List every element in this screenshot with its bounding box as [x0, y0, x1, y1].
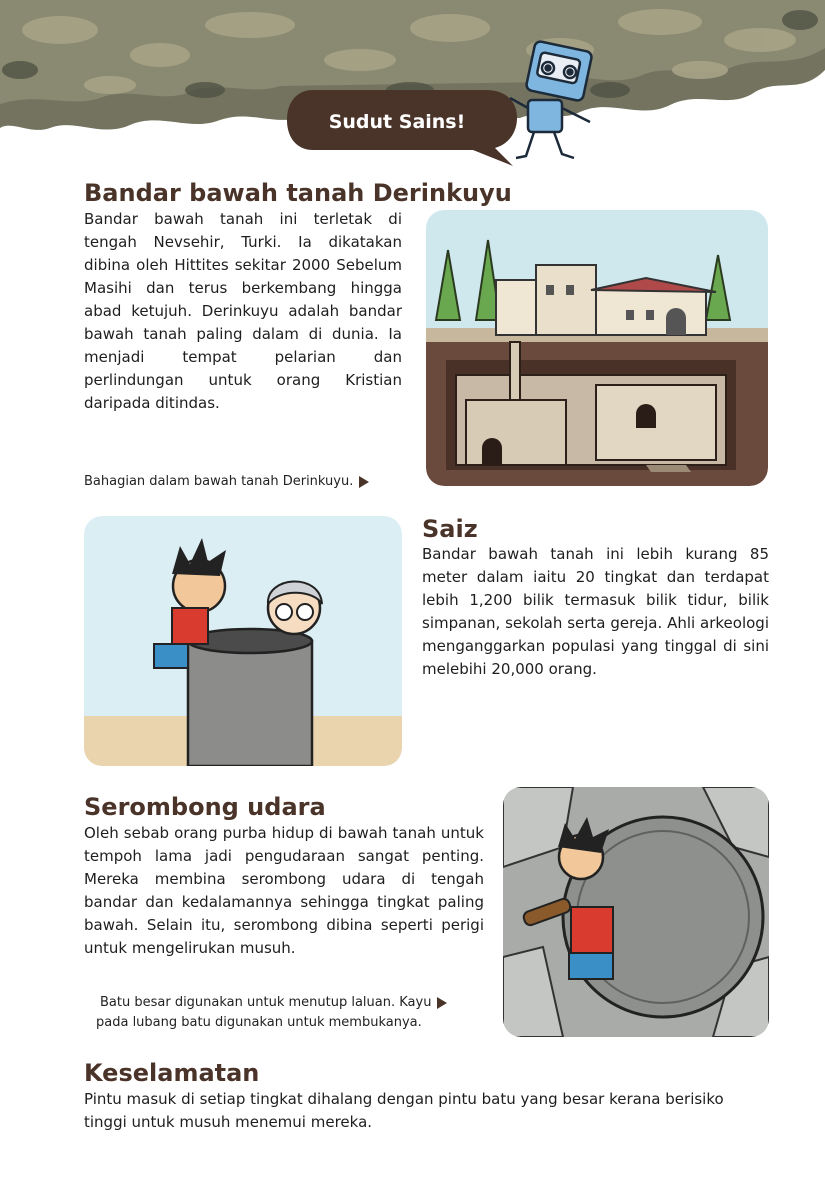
section-title-keselamatan: Keselamatan [84, 1059, 260, 1087]
caption-derinkuyu [84, 472, 369, 492]
pointer-right-icon [437, 997, 447, 1009]
caption-boulder [96, 993, 484, 1033]
sudut-sains-badge [285, 88, 525, 170]
illustration-well-characters [84, 516, 402, 766]
section-body-saiz: Bandar bawah tanah ini lebih kurang 85 meter dalam iaitu 20 tingkat dan terdapat lebih 1,200 bilik termasuk bilik tidur, bilik simpanan, sekolah serta gereja. Ahli arkeologi menganggarkan populasi yang tinggal di sini melebihi 20,000 orang. [422, 545, 769, 678]
section-body-serombong: Oleh sebab orang purba hidup di bawah tanah untuk tempoh lama jadi pengudaraan sangat penting. Mereka membina serombong udara di tengah bandar dan kedalamannya sehingga tingkat paling bawah. Selain itu, serombong dibina seperti perigi untuk mengelirukan musuh. [84, 824, 484, 957]
caption-boulder-line1: Batu besar digunakan untuk menutup laluan. Kayu [100, 995, 432, 1010]
caption-boulder-line2: pada lubang batu digunakan untuk membukanya. [96, 1015, 422, 1030]
section-body-derinkuyu: Bandar bawah tanah ini terletak di tengah Nevsehir, Turki. Ia dikatakan dibina oleh Hittites sekitar 2000 Sebelum Masihi dan terus berkembang hingga abad ketujuh. Derinkuyu adalah bandar bawah tanah paling dalam di dunia. Ia menjadi tempat pelarian dan perlindungan untuk orang Kristian daripada ditindas. [84, 210, 402, 412]
section-title-saiz: Saiz [422, 515, 478, 543]
illustration-underground-city [426, 210, 768, 486]
badge-label: Sudut Sains! [328, 111, 466, 133]
robot-mascot-icon [490, 38, 610, 168]
section-title-derinkuyu: Bandar bawah tanah Derinkuyu [84, 179, 512, 207]
section-title-serombong: Serombong udara [84, 793, 326, 821]
pointer-right-icon [359, 476, 369, 488]
illustration-boulder-door [503, 787, 769, 1037]
section-body-keselamatan: Pintu masuk di setiap tingkat dihalang dengan pintu batu yang besar kerana berisiko tinggi untuk musuh menemui mereka. [84, 1090, 724, 1131]
caption-derinkuyu-text: Bahagian dalam bawah tanah Derinkuyu. [84, 474, 354, 489]
